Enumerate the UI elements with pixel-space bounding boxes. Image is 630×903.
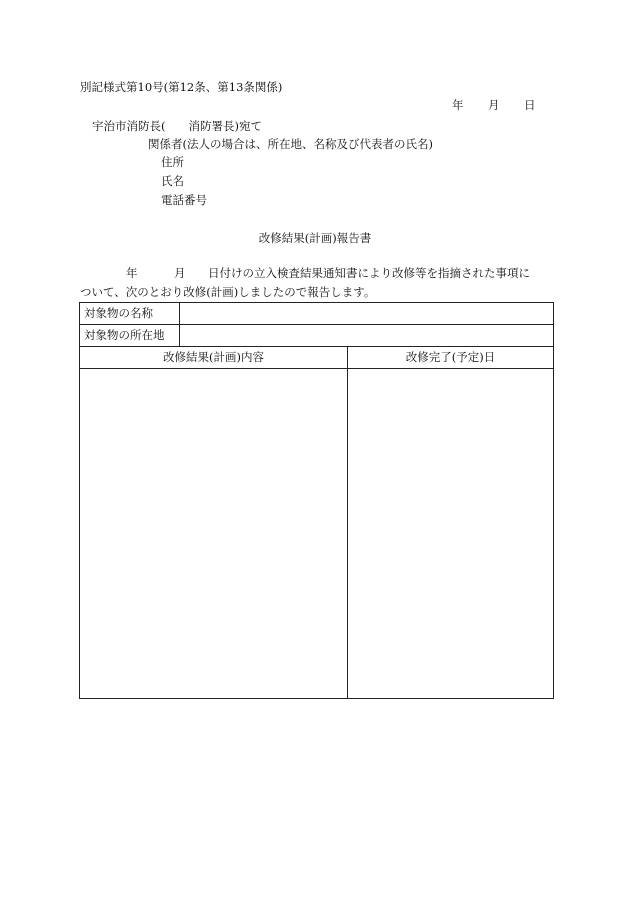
content-field[interactable] xyxy=(80,369,348,699)
object-location-label: 対象物の所在地 xyxy=(80,325,180,347)
phone-label: 電話番号 xyxy=(161,193,207,207)
date-month: 月 xyxy=(488,98,500,112)
content-header: 改修結果(計画)内容 xyxy=(80,347,348,369)
table-row xyxy=(80,303,554,325)
name-label: 氏名 xyxy=(161,174,184,188)
address-label: 住所 xyxy=(161,155,184,169)
party-label: 関係者(法人の場合は、所在地、名称及び代表者の氏名) xyxy=(148,137,433,151)
date-year: 年 xyxy=(452,98,464,112)
body-line-1-rest: 日付けの立入検査結果通知書により改修等を指摘された事項に xyxy=(208,266,530,280)
table-row xyxy=(80,369,554,699)
object-location-field[interactable] xyxy=(180,325,554,347)
object-name-field[interactable] xyxy=(180,303,554,325)
completion-header: 改修完了(予定)日 xyxy=(348,347,554,369)
document-title: 改修結果(計画)報告書 xyxy=(258,231,372,245)
body-month: 月 xyxy=(174,266,186,280)
object-name-label: 対象物の名称 xyxy=(80,303,180,325)
table-row xyxy=(80,347,554,369)
date-day: 日 xyxy=(524,98,536,112)
form-number: 別記様式第10号(第12条、第13条関係) xyxy=(80,80,283,94)
table-row xyxy=(80,325,554,347)
completion-field[interactable] xyxy=(348,369,554,699)
report-table xyxy=(79,302,554,699)
body-line-2: ついて、次のとおり改修(計画)しましたので報告します。 xyxy=(80,285,376,299)
addressee: 宇治市消防長( 消防署長)宛て xyxy=(92,119,262,133)
body-year: 年 xyxy=(126,266,138,280)
